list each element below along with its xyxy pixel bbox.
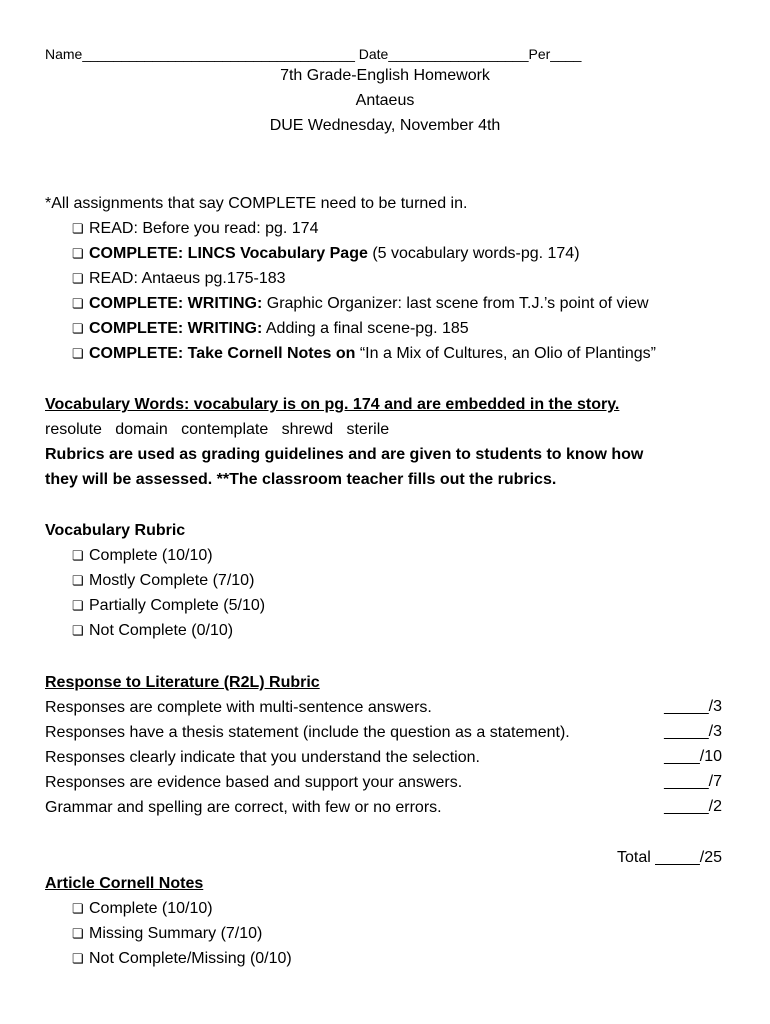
- vocab-rubric-item: [72, 546, 213, 566]
- assignment-bold: COMPLETE: LINCS Vocabulary Page: [89, 245, 368, 262]
- rubric-note-line-2: they will be assessed. **The classroom teacher fills out the rubrics.: [45, 471, 557, 488]
- checkbox-icon[interactable]: ❏: [72, 926, 84, 941]
- r2l-criterion: Responses are complete with multi-sentence answers.: [45, 699, 432, 716]
- story-title: Antaeus: [355, 92, 415, 109]
- assignment-item: [72, 294, 649, 314]
- vocab-rubric-item: [72, 571, 254, 591]
- r2l-criterion: Grammar and spelling are correct, with few or no errors.: [45, 799, 442, 816]
- checkbox-icon[interactable]: ❏: [72, 296, 84, 311]
- r2l-rubric-heading: Response to Literature (R2L) Rubric: [45, 674, 320, 691]
- r2l-score[interactable]: _____/3: [664, 698, 722, 715]
- checkbox-icon[interactable]: ❏: [72, 548, 84, 563]
- assignment-text: Graphic Organizer: last scene from T.J.’s point of view: [262, 295, 649, 312]
- due-date: DUE Wednesday, November 4th: [269, 117, 501, 134]
- checkbox-icon[interactable]: ❏: [72, 573, 84, 588]
- date-blank[interactable]: __________________: [388, 46, 529, 62]
- cornell-notes-item: [72, 924, 262, 944]
- assignment-item: [72, 344, 656, 364]
- r2l-criterion: Responses are evidence based and support your answers.: [45, 774, 463, 791]
- r2l-criterion: Responses clearly indicate that you understand the selection.: [45, 749, 480, 766]
- cornell-notes-label: Not Complete/Missing (0/10): [89, 950, 292, 967]
- vocab-rubric-item: [72, 596, 265, 616]
- cornell-notes-label: Complete (10/10): [89, 900, 213, 917]
- vocab-rubric-label: Partially Complete (5/10): [89, 597, 266, 614]
- name-blank[interactable]: ___________________________________: [82, 46, 355, 62]
- assignment-text: (5 vocabulary words-pg. 174): [367, 245, 580, 262]
- assignment-item: [72, 269, 286, 289]
- checkbox-icon[interactable]: ❏: [72, 901, 84, 916]
- date-label: Date: [358, 46, 389, 62]
- rubric-note-line-1: Rubrics are used as grading guidelines and are given to students to know how: [45, 446, 644, 463]
- page-title: 7th Grade-English Homework: [280, 67, 490, 84]
- name-label: Name: [45, 46, 83, 62]
- vocabulary-heading: Vocabulary Words: vocabulary is on pg. 174 and are embedded in the story.: [45, 396, 620, 413]
- vocabulary-words: resolute domain contemplate shrewd sterile: [45, 421, 390, 438]
- checkbox-icon[interactable]: ❏: [72, 271, 84, 286]
- assignment-item: [72, 219, 318, 239]
- assignment-text: READ: Antaeus pg.175-183: [89, 270, 286, 287]
- r2l-score[interactable]: _____/3: [664, 723, 722, 740]
- r2l-total[interactable]: Total _____/25: [617, 849, 722, 866]
- checkbox-icon[interactable]: ❏: [72, 598, 84, 613]
- cornell-notes-label: Missing Summary (7/10): [89, 925, 263, 942]
- cornell-notes-heading: Article Cornell Notes: [45, 875, 204, 892]
- checkbox-icon[interactable]: ❏: [72, 321, 84, 336]
- assignment-bold: COMPLETE: Take Cornell Notes on: [89, 345, 356, 362]
- assignment-item: [72, 319, 469, 339]
- vocab-rubric-item: [72, 621, 233, 641]
- assignments-intro: *All assignments that say COMPLETE need to be turned in.: [45, 195, 468, 212]
- checkbox-icon[interactable]: ❏: [72, 221, 84, 236]
- period-blank[interactable]: ____: [550, 46, 582, 62]
- checkbox-icon[interactable]: ❏: [72, 346, 84, 361]
- assignment-item: [72, 244, 580, 264]
- period-label: Per: [528, 46, 551, 62]
- assignment-text: Adding a final scene-pg. 185: [262, 320, 469, 337]
- assignment-text: READ: Before you read: pg. 174: [89, 220, 319, 237]
- assignment-bold: COMPLETE: WRITING:: [89, 320, 263, 337]
- cornell-notes-item: [72, 899, 213, 919]
- vocab-rubric-label: Not Complete (0/10): [89, 622, 234, 639]
- vocab-rubric-label: Complete (10/10): [89, 547, 213, 564]
- vocab-rubric-heading: Vocabulary Rubric: [45, 522, 186, 539]
- checkbox-icon[interactable]: ❏: [72, 951, 84, 966]
- vocab-rubric-label: Mostly Complete (7/10): [89, 572, 255, 589]
- r2l-score[interactable]: _____/7: [664, 773, 722, 790]
- assignment-bold: COMPLETE: WRITING:: [89, 295, 263, 312]
- checkbox-icon[interactable]: ❏: [72, 246, 84, 261]
- student-info-line: [45, 46, 581, 62]
- checkbox-icon[interactable]: ❏: [72, 623, 84, 638]
- r2l-criterion: Responses have a thesis statement (include the question as a statement).: [45, 724, 570, 741]
- cornell-notes-item: [72, 949, 292, 969]
- r2l-score[interactable]: _____/2: [664, 798, 722, 815]
- assignment-text: “In a Mix of Cultures, an Olio of Plantings”: [355, 345, 656, 362]
- r2l-score[interactable]: ____/10: [664, 748, 722, 765]
